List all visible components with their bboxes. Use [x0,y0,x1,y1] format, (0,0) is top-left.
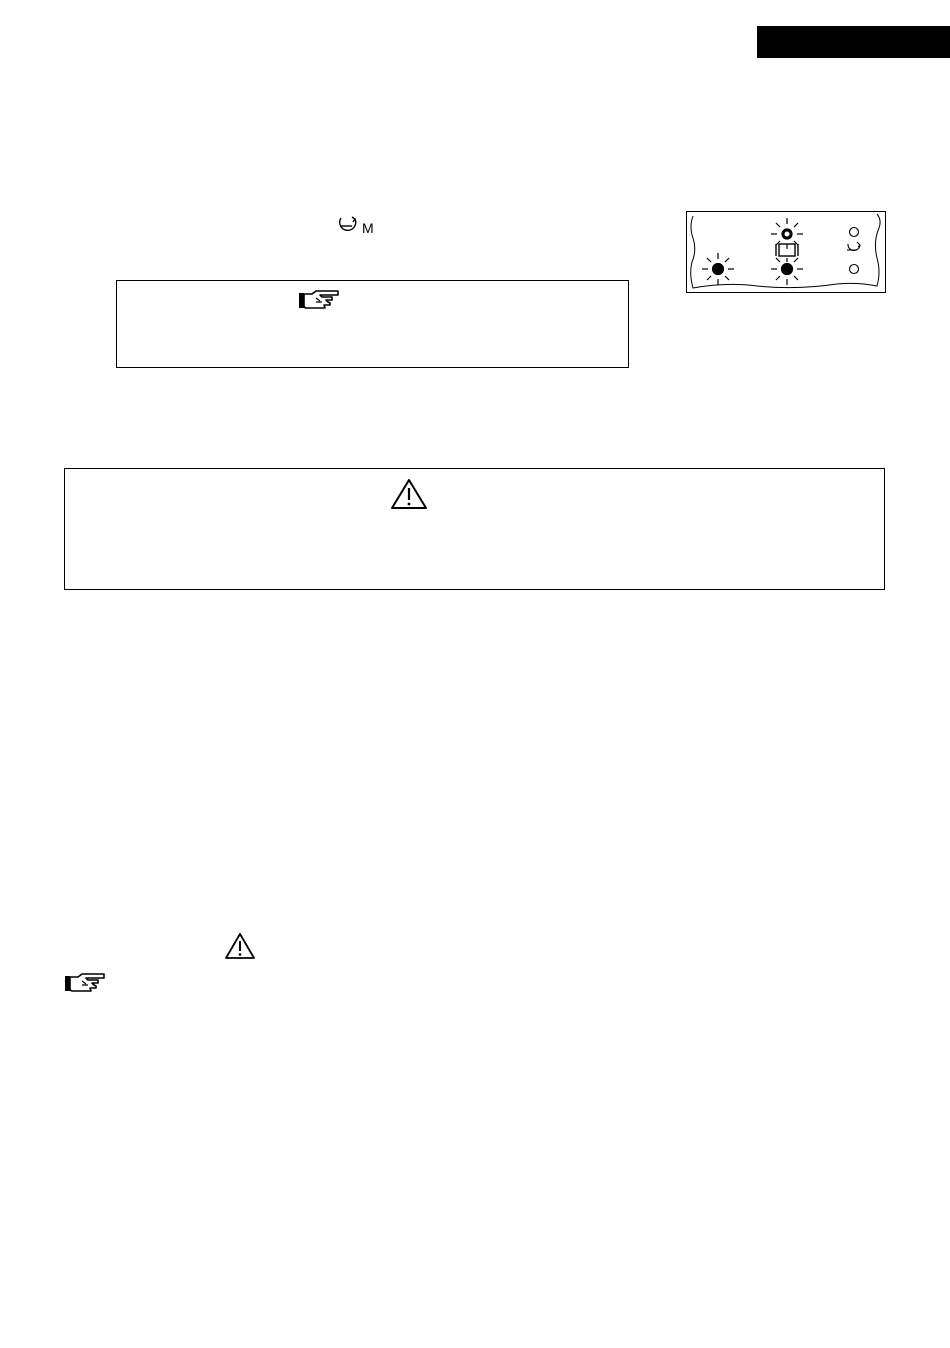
pointing-hand-icon [64,973,108,995]
top-right-lamp [850,228,859,237]
bottom-center-lamp [771,258,803,285]
note-box [116,280,629,368]
bottom-left-lamp [702,253,734,285]
warning-box [64,468,885,590]
warning-triangle-icon [224,932,256,960]
warning-triangle-icon [390,478,428,510]
mode-symbol-icon [847,242,860,251]
mode-suffix: M [362,220,374,236]
bottom-right-lamp [850,265,859,274]
section-tab [757,26,950,58]
memory-mode-icon [340,217,356,230]
memory-mode-symbol [338,215,380,237]
pointing-hand-icon [298,290,342,312]
indicator-panel [686,211,886,293]
